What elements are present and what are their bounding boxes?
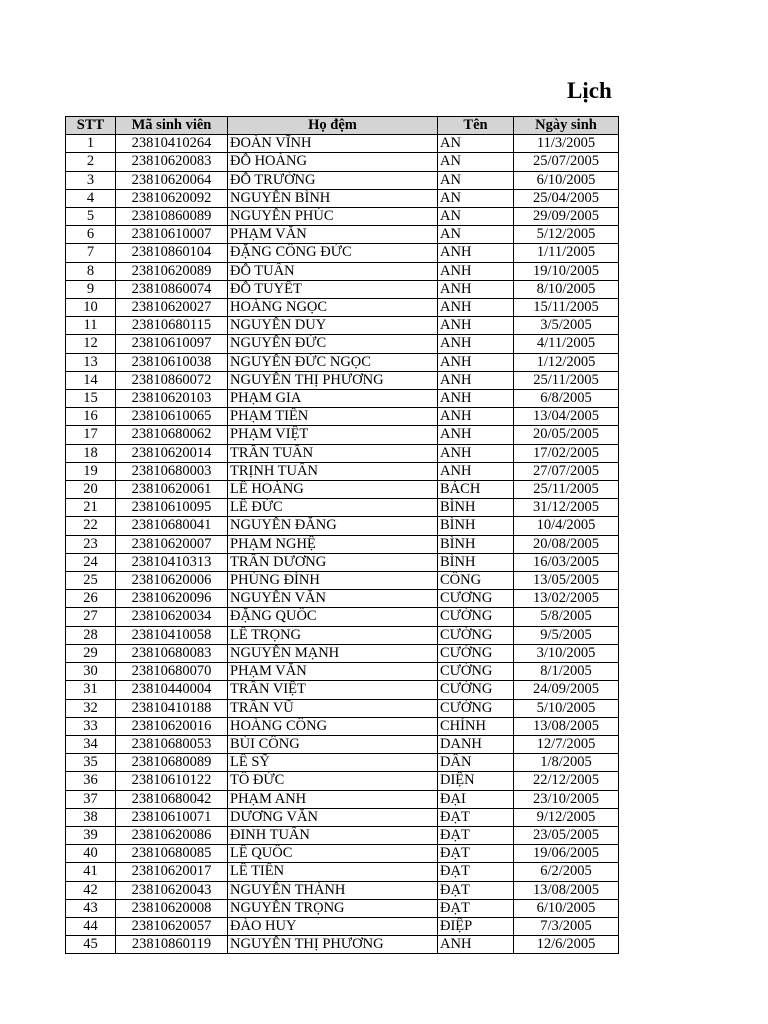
table-row (66, 754, 619, 772)
cell-student-id: 23810680115 (116, 317, 228, 335)
cell-first-name: BÌNH (438, 535, 514, 553)
cell-first-name: CƯỜNG (438, 699, 514, 717)
cell-stt: 13 (66, 353, 116, 371)
cell-first-name: ANH (438, 426, 514, 444)
cell-first-name: AN (438, 153, 514, 171)
cell-middle-name: ĐẶNG QUỐC (228, 608, 438, 626)
cell-first-name: CƯỜNG (438, 663, 514, 681)
cell-student-id: 23810680089 (116, 754, 228, 772)
cell-birth-date: 11/3/2005 (514, 135, 619, 153)
cell-stt: 21 (66, 499, 116, 517)
table-row (66, 608, 619, 626)
cell-middle-name: ĐỖ TUYẾT (228, 280, 438, 298)
table-row (66, 663, 619, 681)
cell-student-id: 23810620096 (116, 590, 228, 608)
table-row (66, 899, 619, 917)
table-row (66, 644, 619, 662)
cell-student-id: 23810620043 (116, 881, 228, 899)
cell-stt: 15 (66, 390, 116, 408)
cell-birth-date: 15/11/2005 (514, 299, 619, 317)
cell-birth-date: 19/10/2005 (514, 262, 619, 280)
table-row (66, 735, 619, 753)
cell-stt: 5 (66, 208, 116, 226)
cell-birth-date: 6/10/2005 (514, 171, 619, 189)
cell-stt: 37 (66, 790, 116, 808)
cell-stt: 42 (66, 881, 116, 899)
cell-stt: 8 (66, 262, 116, 280)
cell-first-name: ANH (438, 317, 514, 335)
cell-student-id: 23810620083 (116, 153, 228, 171)
header-first-name: Tên (438, 117, 514, 135)
cell-first-name: CƯƠNG (438, 590, 514, 608)
cell-first-name: AN (438, 226, 514, 244)
cell-middle-name: TRẦN VŨ (228, 699, 438, 717)
cell-stt: 26 (66, 590, 116, 608)
cell-middle-name: PHẠM ANH (228, 790, 438, 808)
cell-middle-name: NGUYỄN BÌNH (228, 189, 438, 207)
cell-middle-name: PHÙNG ĐÌNH (228, 572, 438, 590)
cell-student-id: 23810860089 (116, 208, 228, 226)
table-row (66, 845, 619, 863)
cell-student-id: 23810860104 (116, 244, 228, 262)
cell-birth-date: 22/12/2005 (514, 772, 619, 790)
cell-first-name: ĐẠT (438, 845, 514, 863)
cell-student-id: 23810620027 (116, 299, 228, 317)
cell-first-name: ANH (438, 262, 514, 280)
cell-student-id: 23810410313 (116, 553, 228, 571)
cell-middle-name: PHẠM NGHỆ (228, 535, 438, 553)
table-row (66, 917, 619, 935)
cell-stt: 23 (66, 535, 116, 553)
table-row (66, 317, 619, 335)
cell-first-name: AN (438, 135, 514, 153)
cell-middle-name: PHẠM VĂN (228, 226, 438, 244)
cell-middle-name: HOÀNG CÔNG (228, 717, 438, 735)
cell-middle-name: ĐỖ TRƯỜNG (228, 171, 438, 189)
cell-stt: 39 (66, 826, 116, 844)
cell-birth-date: 9/12/2005 (514, 808, 619, 826)
cell-birth-date: 31/12/2005 (514, 499, 619, 517)
cell-first-name: CƯỜNG (438, 644, 514, 662)
table-row (66, 681, 619, 699)
cell-first-name: ANH (438, 936, 514, 954)
cell-student-id: 23810680003 (116, 462, 228, 480)
cell-birth-date: 20/05/2005 (514, 426, 619, 444)
cell-first-name: DIỆN (438, 772, 514, 790)
cell-stt: 45 (66, 936, 116, 954)
cell-first-name: BÌNH (438, 517, 514, 535)
cell-student-id: 23810410264 (116, 135, 228, 153)
cell-student-id: 23810620006 (116, 572, 228, 590)
cell-middle-name: NGUYỄN MẠNH (228, 644, 438, 662)
cell-middle-name: NGUYỄN DUY (228, 317, 438, 335)
cell-birth-date: 6/10/2005 (514, 899, 619, 917)
header-stt: STT (66, 117, 116, 135)
cell-stt: 28 (66, 626, 116, 644)
table-row (66, 790, 619, 808)
table-row (66, 408, 619, 426)
cell-first-name: ĐẠT (438, 808, 514, 826)
cell-first-name: ANH (438, 408, 514, 426)
cell-birth-date: 23/05/2005 (514, 826, 619, 844)
cell-student-id: 23810620086 (116, 826, 228, 844)
cell-birth-date: 5/8/2005 (514, 608, 619, 626)
cell-first-name: AN (438, 208, 514, 226)
cell-stt: 35 (66, 754, 116, 772)
cell-first-name: CÔNG (438, 572, 514, 590)
cell-birth-date: 25/04/2005 (514, 189, 619, 207)
cell-first-name: ANH (438, 444, 514, 462)
cell-birth-date: 8/10/2005 (514, 280, 619, 298)
cell-student-id: 23810620064 (116, 171, 228, 189)
cell-stt: 38 (66, 808, 116, 826)
cell-first-name: BÌNH (438, 553, 514, 571)
cell-student-id: 23810860074 (116, 280, 228, 298)
cell-birth-date: 13/08/2005 (514, 717, 619, 735)
table-row (66, 444, 619, 462)
cell-middle-name: NGUYỄN TRỌNG (228, 899, 438, 917)
cell-stt: 22 (66, 517, 116, 535)
cell-student-id: 23810620007 (116, 535, 228, 553)
cell-birth-date: 7/3/2005 (514, 917, 619, 935)
cell-student-id: 23810610007 (116, 226, 228, 244)
cell-stt: 4 (66, 189, 116, 207)
cell-birth-date: 25/11/2005 (514, 371, 619, 389)
cell-middle-name: TRẦN TUẤN (228, 444, 438, 462)
cell-stt: 12 (66, 335, 116, 353)
cell-first-name: ĐẠT (438, 881, 514, 899)
cell-middle-name: ĐẶNG CÔNG ĐỨC (228, 244, 438, 262)
table-row (66, 171, 619, 189)
cell-stt: 41 (66, 863, 116, 881)
cell-student-id: 23810620103 (116, 390, 228, 408)
cell-first-name: ĐẠI (438, 790, 514, 808)
cell-stt: 30 (66, 663, 116, 681)
cell-birth-date: 8/1/2005 (514, 663, 619, 681)
cell-middle-name: NGUYỄN ĐỨC (228, 335, 438, 353)
cell-birth-date: 1/11/2005 (514, 244, 619, 262)
cell-first-name: BÌNH (438, 499, 514, 517)
cell-first-name: CƯỜNG (438, 626, 514, 644)
cell-birth-date: 1/12/2005 (514, 353, 619, 371)
cell-middle-name: NGUYỄN ĐĂNG (228, 517, 438, 535)
cell-middle-name: ĐÀO HUY (228, 917, 438, 935)
cell-first-name: ANH (438, 280, 514, 298)
cell-stt: 7 (66, 244, 116, 262)
cell-middle-name: TRẦN VIỆT (228, 681, 438, 699)
table-row (66, 553, 619, 571)
cell-student-id: 23810610122 (116, 772, 228, 790)
cell-stt: 9 (66, 280, 116, 298)
cell-stt: 40 (66, 845, 116, 863)
cell-student-id: 23810410058 (116, 626, 228, 644)
cell-stt: 11 (66, 317, 116, 335)
table-row (66, 153, 619, 171)
cell-stt: 34 (66, 735, 116, 753)
table-row (66, 590, 619, 608)
cell-student-id: 23810680053 (116, 735, 228, 753)
cell-middle-name: LÊ HOÀNG (228, 481, 438, 499)
cell-birth-date: 12/7/2005 (514, 735, 619, 753)
cell-stt: 43 (66, 899, 116, 917)
cell-birth-date: 10/4/2005 (514, 517, 619, 535)
table-row (66, 772, 619, 790)
cell-stt: 16 (66, 408, 116, 426)
table-header-row (66, 117, 619, 135)
table-row (66, 371, 619, 389)
cell-birth-date: 13/05/2005 (514, 572, 619, 590)
cell-first-name: AN (438, 171, 514, 189)
cell-student-id: 23810620061 (116, 481, 228, 499)
cell-birth-date: 29/09/2005 (514, 208, 619, 226)
cell-middle-name: HOÀNG NGỌC (228, 299, 438, 317)
cell-student-id: 23810610065 (116, 408, 228, 426)
cell-birth-date: 17/02/2005 (514, 444, 619, 462)
table-row (66, 353, 619, 371)
table-row (66, 335, 619, 353)
cell-middle-name: TRỊNH TUẤN (228, 462, 438, 480)
cell-first-name: CƯỜNG (438, 608, 514, 626)
cell-middle-name: TRẦN DƯƠNG (228, 553, 438, 571)
cell-first-name: DÂN (438, 754, 514, 772)
cell-middle-name: NGUYỄN THÀNH (228, 881, 438, 899)
cell-stt: 1 (66, 135, 116, 153)
cell-stt: 24 (66, 553, 116, 571)
cell-first-name: ANH (438, 462, 514, 480)
cell-birth-date: 20/08/2005 (514, 535, 619, 553)
cell-stt: 27 (66, 608, 116, 626)
table-row (66, 481, 619, 499)
cell-middle-name: BÙI CÔNG (228, 735, 438, 753)
cell-middle-name: PHẠM TIẾN (228, 408, 438, 426)
cell-student-id: 23810680083 (116, 644, 228, 662)
cell-birth-date: 5/10/2005 (514, 699, 619, 717)
cell-student-id: 23810680042 (116, 790, 228, 808)
cell-birth-date: 19/06/2005 (514, 845, 619, 863)
cell-first-name: ANH (438, 371, 514, 389)
cell-stt: 20 (66, 481, 116, 499)
cell-student-id: 23810620034 (116, 608, 228, 626)
table-row (66, 208, 619, 226)
cell-birth-date: 27/07/2005 (514, 462, 619, 480)
table-row (66, 626, 619, 644)
cell-student-id: 23810610097 (116, 335, 228, 353)
cell-stt: 29 (66, 644, 116, 662)
cell-stt: 17 (66, 426, 116, 444)
cell-birth-date: 13/08/2005 (514, 881, 619, 899)
cell-birth-date: 16/03/2005 (514, 553, 619, 571)
header-student-id: Mã sinh viên (116, 117, 228, 135)
cell-birth-date: 3/5/2005 (514, 317, 619, 335)
cell-student-id: 23810680062 (116, 426, 228, 444)
table-row (66, 189, 619, 207)
cell-first-name: CHÍNH (438, 717, 514, 735)
cell-student-id: 23810610095 (116, 499, 228, 517)
cell-student-id: 23810680085 (116, 845, 228, 863)
cell-middle-name: TÔ ĐỨC (228, 772, 438, 790)
cell-birth-date: 6/2/2005 (514, 863, 619, 881)
table-row (66, 699, 619, 717)
cell-birth-date: 5/12/2005 (514, 226, 619, 244)
cell-birth-date: 25/07/2005 (514, 153, 619, 171)
cell-middle-name: ĐỖ HOÀNG (228, 153, 438, 171)
cell-middle-name: LÊ TIẾN (228, 863, 438, 881)
cell-stt: 32 (66, 699, 116, 717)
cell-student-id: 23810610038 (116, 353, 228, 371)
table-row (66, 390, 619, 408)
cell-student-id: 23810440004 (116, 681, 228, 699)
cell-first-name: ANH (438, 390, 514, 408)
cell-middle-name: LÊ TRỌNG (228, 626, 438, 644)
cell-middle-name: NGUYỄN THỊ PHƯƠNG (228, 936, 438, 954)
table-row (66, 226, 619, 244)
cell-middle-name: LÊ QUỐC (228, 845, 438, 863)
cell-student-id: 23810620089 (116, 262, 228, 280)
cell-birth-date: 1/8/2005 (514, 754, 619, 772)
cell-student-id: 23810410188 (116, 699, 228, 717)
cell-first-name: ĐẠT (438, 899, 514, 917)
cell-student-id: 23810620092 (116, 189, 228, 207)
cell-birth-date: 9/5/2005 (514, 626, 619, 644)
cell-middle-name: PHẠM GIA (228, 390, 438, 408)
cell-student-id: 23810680070 (116, 663, 228, 681)
cell-birth-date: 13/02/2005 (514, 590, 619, 608)
cell-student-id: 23810620016 (116, 717, 228, 735)
cell-birth-date: 23/10/2005 (514, 790, 619, 808)
cell-middle-name: NGUYỄN VĂN (228, 590, 438, 608)
cell-first-name: DANH (438, 735, 514, 753)
cell-student-id: 23810620017 (116, 863, 228, 881)
cell-first-name: ĐẠT (438, 863, 514, 881)
cell-middle-name: PHẠM VĂN (228, 663, 438, 681)
cell-middle-name: NGUYỄN ĐỨC NGỌC (228, 353, 438, 371)
table-row (66, 863, 619, 881)
cell-first-name: ANH (438, 353, 514, 371)
cell-stt: 36 (66, 772, 116, 790)
cell-stt: 31 (66, 681, 116, 699)
table-row (66, 717, 619, 735)
cell-middle-name: ĐỖ TUẤN (228, 262, 438, 280)
table-row (66, 499, 619, 517)
cell-first-name: CƯỜNG (438, 681, 514, 699)
cell-first-name: ANH (438, 244, 514, 262)
cell-stt: 18 (66, 444, 116, 462)
cell-birth-date: 6/8/2005 (514, 390, 619, 408)
cell-student-id: 23810620057 (116, 917, 228, 935)
cell-student-id: 23810860072 (116, 371, 228, 389)
cell-middle-name: DƯƠNG VĂN (228, 808, 438, 826)
table-row (66, 517, 619, 535)
student-table (65, 116, 619, 954)
cell-first-name: ANH (438, 299, 514, 317)
table-row (66, 572, 619, 590)
cell-first-name: ĐẠT (438, 826, 514, 844)
cell-stt: 6 (66, 226, 116, 244)
cell-middle-name: NGUYỄN THỊ PHƯƠNG (228, 371, 438, 389)
cell-student-id: 23810680041 (116, 517, 228, 535)
cell-first-name: AN (438, 189, 514, 207)
cell-middle-name: LÊ ĐỨC (228, 499, 438, 517)
cell-birth-date: 4/11/2005 (514, 335, 619, 353)
cell-first-name: ĐIỆP (438, 917, 514, 935)
cell-stt: 19 (66, 462, 116, 480)
cell-middle-name: NGUYỄN PHÚC (228, 208, 438, 226)
cell-birth-date: 24/09/2005 (514, 681, 619, 699)
cell-stt: 33 (66, 717, 116, 735)
table-row (66, 881, 619, 899)
cell-stt: 10 (66, 299, 116, 317)
table-row (66, 808, 619, 826)
cell-stt: 14 (66, 371, 116, 389)
cell-student-id: 23810610071 (116, 808, 228, 826)
table-row (66, 299, 619, 317)
cell-birth-date: 3/10/2005 (514, 644, 619, 662)
cell-student-id: 23810620008 (116, 899, 228, 917)
cell-middle-name: ĐINH TUẤN (228, 826, 438, 844)
table-row (66, 244, 619, 262)
cell-stt: 2 (66, 153, 116, 171)
table-row (66, 936, 619, 954)
cell-stt: 44 (66, 917, 116, 935)
cell-middle-name: LÊ SỸ (228, 754, 438, 772)
cell-birth-date: 13/04/2005 (514, 408, 619, 426)
table-row (66, 280, 619, 298)
cell-student-id: 23810620014 (116, 444, 228, 462)
table-row (66, 826, 619, 844)
table-row (66, 135, 619, 153)
cell-first-name: ANH (438, 335, 514, 353)
cell-stt: 25 (66, 572, 116, 590)
header-birth-date: Ngày sinh (514, 117, 619, 135)
cell-middle-name: PHẠM VIỆT (228, 426, 438, 444)
table-row (66, 535, 619, 553)
cell-middle-name: ĐOÀN VĨNH (228, 135, 438, 153)
cell-stt: 3 (66, 171, 116, 189)
table-row (66, 262, 619, 280)
header-middle-name: Họ đệm (228, 117, 438, 135)
cell-student-id: 23810860119 (116, 936, 228, 954)
page-title: Lịch (567, 78, 612, 103)
cell-birth-date: 12/6/2005 (514, 936, 619, 954)
cell-first-name: BÁCH (438, 481, 514, 499)
table-row (66, 462, 619, 480)
cell-birth-date: 25/11/2005 (514, 481, 619, 499)
table-row (66, 426, 619, 444)
